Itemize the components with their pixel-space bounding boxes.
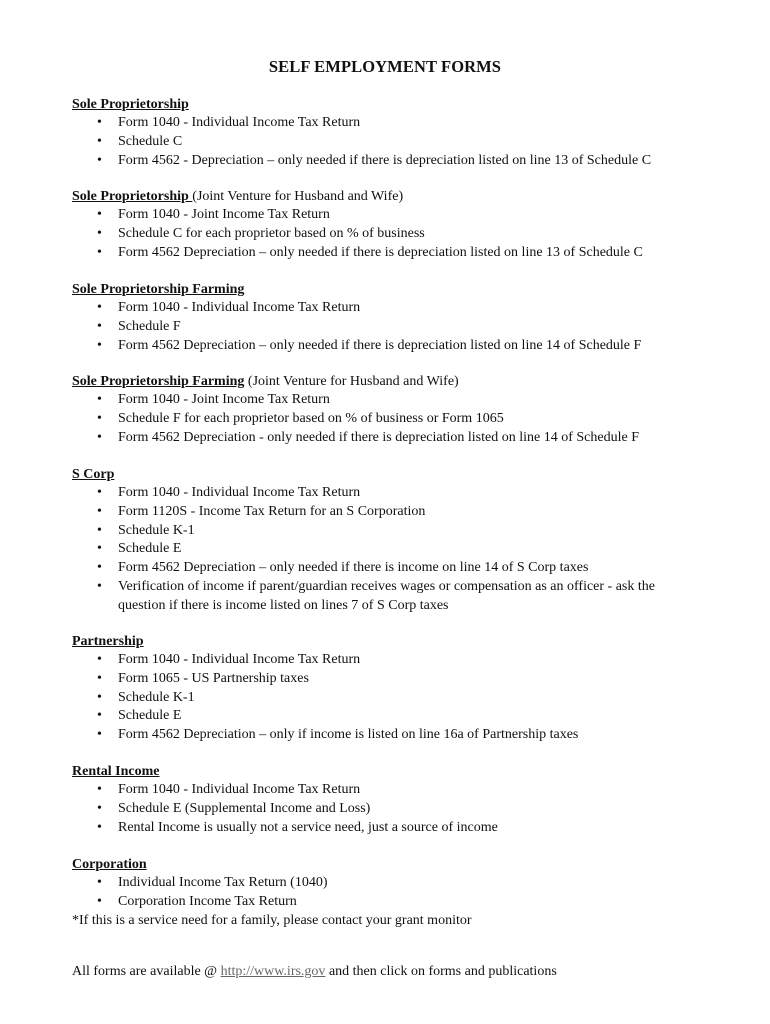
footer-suffix: and then click on forms and publications (325, 964, 557, 979)
list-item (72, 206, 752, 225)
list-item (72, 707, 752, 726)
irs-link[interactable]: http://www.irs.gov (220, 964, 326, 979)
list-item (72, 299, 752, 318)
list-item (72, 391, 752, 410)
section-heading (72, 372, 752, 391)
list-item-text: Form 1040 - Individual Income Tax Return (118, 782, 361, 797)
section-heading-suffix: (Joint Venture for Husband and Wife) (192, 189, 404, 204)
list-item (72, 429, 752, 448)
section-heading-label: S Corp (72, 467, 115, 482)
list-item (72, 670, 752, 689)
section-sole-proprietorship-farming (72, 280, 752, 355)
bullet-icon: • (97, 689, 102, 705)
section-heading (72, 187, 752, 206)
bullet-icon: • (97, 522, 102, 538)
footer-line (72, 964, 752, 980)
section-heading-label: Partnership (72, 634, 144, 649)
list-item (72, 152, 752, 171)
list-item-text: Schedule E (118, 541, 182, 557)
list-item (72, 578, 692, 616)
section-heading (72, 762, 752, 781)
bullet-icon: • (97, 152, 102, 168)
item-list (72, 651, 752, 745)
list-item-text: Form 1040 - Joint Income Tax Return (118, 207, 330, 222)
list-item (72, 540, 692, 559)
bullet-icon: • (97, 244, 102, 260)
list-item (72, 781, 752, 800)
section-heading-label: Sole Proprietorship Farming (72, 282, 245, 297)
list-item (72, 800, 752, 819)
list-item-text: Schedule E (Supplemental Income and Loss) (118, 800, 371, 816)
bullet-icon: • (97, 318, 102, 334)
list-item-text: Schedule K-1 (118, 689, 195, 705)
list-item-text: Form 1040 - Individual Income Tax Return (118, 652, 361, 667)
list-item-text: Form 1040 - Joint Income Tax Return (118, 392, 330, 407)
item-list (72, 781, 752, 837)
section-corporation (72, 855, 752, 930)
bullet-icon: • (97, 410, 102, 426)
bullet-icon: • (97, 541, 102, 557)
list-item (72, 893, 752, 912)
bullet-icon: • (97, 800, 102, 816)
list-item (72, 522, 692, 541)
item-list (72, 874, 752, 912)
list-item-text: Rental Income is usually not a service need, just a source of income (118, 819, 498, 835)
list-item-text: Schedule E (118, 708, 182, 724)
list-item (72, 484, 692, 503)
footer-prefix: All forms are available @ (72, 964, 221, 979)
section-heading (72, 855, 752, 874)
section-heading-suffix: (Joint Venture for Husband and Wife) (244, 374, 459, 389)
bullet-icon: • (97, 652, 102, 667)
list-item (72, 133, 752, 152)
list-item (72, 651, 752, 670)
section-heading (72, 95, 752, 114)
section-sole-proprietorship (72, 95, 752, 170)
list-item-text: Schedule K-1 (118, 522, 195, 538)
bullet-icon: • (97, 392, 102, 407)
bullet-icon: • (97, 300, 102, 315)
list-item-text: Form 4562 Depreciation – only needed if there is income on line 14 of S Corp taxes (118, 560, 589, 576)
section-heading-label: Sole Proprietorship Farming (72, 374, 245, 389)
grant-monitor-note: *If this is a service need for a family, please contact your grant monitor (72, 912, 472, 928)
bullet-icon: • (97, 133, 102, 149)
bullet-icon: • (97, 503, 102, 519)
list-item-text: Form 1065 - US Partnership taxes (118, 670, 309, 686)
bullet-icon: • (97, 485, 102, 500)
section-sole-proprietorship-joint (72, 187, 752, 262)
list-item (72, 114, 752, 133)
list-item (72, 503, 692, 522)
list-item-text: Individual Income Tax Return (1040) (118, 875, 328, 890)
item-list (72, 114, 752, 170)
item-list (72, 299, 752, 355)
section-heading (72, 465, 752, 484)
section-heading-label: Sole Proprietorship (72, 189, 193, 204)
bullet-icon: • (97, 560, 102, 576)
item-list (72, 391, 752, 447)
bullet-icon: • (97, 225, 102, 241)
list-item-text: Form 4562 Depreciation - only needed if there is depreciation listed on line 14 of Schedule F (118, 429, 639, 445)
section-heading-label: Rental Income (72, 764, 160, 779)
item-list (72, 206, 752, 262)
section-sole-proprietorship-farming-joint (72, 372, 752, 447)
list-item-text: Corporation Income Tax Return (118, 893, 297, 909)
list-item (72, 244, 752, 263)
list-item (72, 225, 752, 244)
list-item-text: Form 4562 Depreciation – only needed if there is depreciation listed on line 13 of Schedule C (118, 244, 643, 260)
bullet-icon: • (97, 429, 102, 445)
bullet-icon: • (97, 875, 102, 890)
bullet-icon: • (97, 578, 102, 594)
list-item-text: Form 1040 - Individual Income Tax Return (118, 485, 361, 500)
bullet-icon: • (97, 115, 102, 130)
item-list (72, 484, 692, 616)
list-item (72, 726, 752, 745)
section-heading-label: Corporation (72, 857, 147, 872)
bullet-icon: • (97, 708, 102, 724)
list-item-text: Form 1040 - Individual Income Tax Return (118, 115, 361, 130)
bullet-icon: • (97, 782, 102, 797)
list-item-text: Form 1120S - Income Tax Return for an S Corporation (118, 503, 426, 519)
list-item-text: Verification of income if parent/guardian receives wages or compensation as an officer - ask the question if there is income listed on lines 7 of S Corp taxes (118, 578, 655, 613)
list-item-text: Form 4562 - Depreciation – only needed if there is depreciation listed on line 13 of Schedule C (118, 152, 652, 168)
section-heading (72, 632, 752, 651)
list-item (72, 689, 752, 708)
list-item (72, 559, 692, 578)
section-rental-income (72, 762, 752, 837)
section-heading-label: Sole Proprietorship (72, 97, 189, 112)
list-item-text: Form 4562 Depreciation – only needed if there is depreciation listed on line 14 of Schedule F (118, 337, 642, 353)
list-item-text: Form 4562 Depreciation – only if income is listed on line 16a of Partnership taxes (118, 727, 579, 743)
page-title: SELF EMPLOYMENT FORMS (268, 57, 502, 76)
list-item (72, 337, 752, 356)
bullet-icon: • (97, 337, 102, 353)
list-item-text: Schedule F (118, 318, 181, 334)
bullet-icon: • (97, 207, 102, 222)
section-partnership (72, 632, 752, 745)
list-item-text: Schedule F for each proprietor based on % of business or Form 1065 (118, 410, 504, 426)
section-heading (72, 280, 752, 299)
list-item (72, 874, 752, 893)
list-item (72, 318, 752, 337)
bullet-icon: • (97, 670, 102, 686)
list-item (72, 819, 752, 838)
bullet-icon: • (97, 893, 102, 909)
bullet-icon: • (97, 727, 102, 743)
list-item-text: Schedule C (118, 133, 183, 149)
list-item-text: Form 1040 - Individual Income Tax Return (118, 300, 361, 315)
section-s-corp (72, 465, 752, 616)
bullet-icon: • (97, 819, 102, 835)
list-item (72, 410, 752, 429)
list-item-text: Schedule C for each proprietor based on % of business (118, 225, 425, 241)
